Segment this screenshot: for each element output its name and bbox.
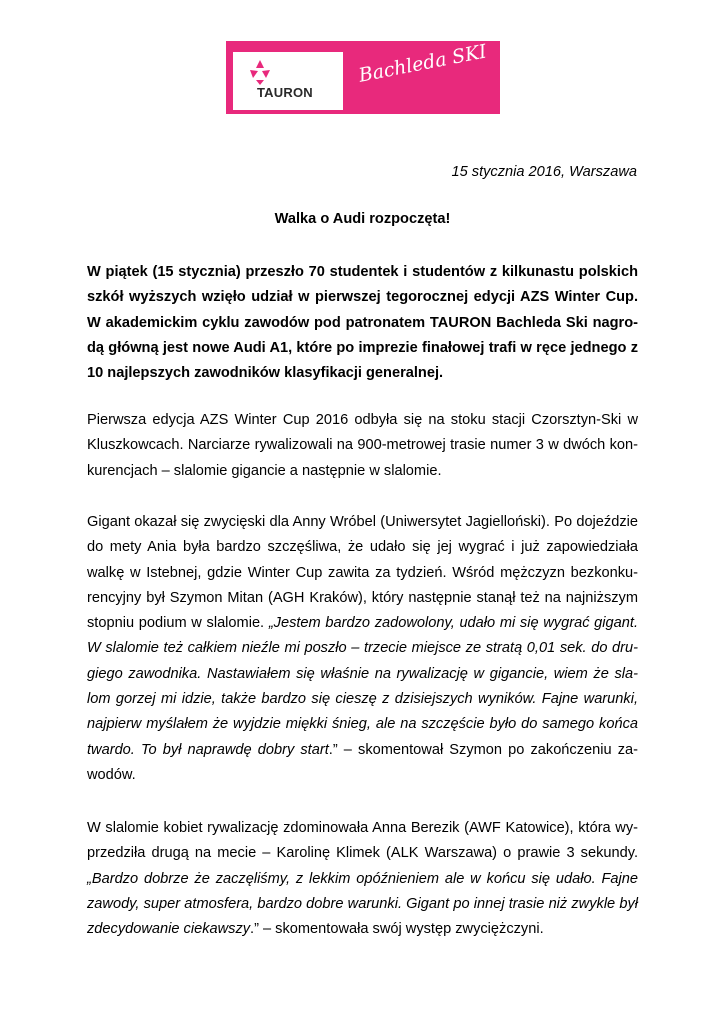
paragraph-line: kurencjach – slalomie gigancie a następnie w slalomie.	[87, 462, 442, 479]
paragraph-line	[87, 636, 638, 661]
paragraph-line	[87, 738, 638, 763]
paragraph-line: Kluszkowcach. Narciarze rywalizowali na 900-metrowej trasie numer 3 w dwóch kon-	[87, 437, 638, 454]
paragraph-text: stopniu podium w slalomie.	[87, 615, 269, 632]
lead-paragraph	[87, 260, 638, 386]
quote-text: „Bardzo dobrze że zaczęliśmy, z lekkim opóźnieniem ale w końcu się udało. Fajne	[87, 870, 638, 887]
sponsor-banner	[226, 41, 500, 114]
quote-text: W slalomie też całkiem nieźle mi poszło – trzecie miejsce ze stratą 0,01 sek. do dru-	[87, 640, 638, 657]
quote-text: giego zawodnika. Nastawiałem się właśnie na rywalizację w gigancie, wiem że sla-	[87, 665, 638, 682]
quote-text: twardo. To był naprawdę dobry start	[87, 741, 329, 758]
paragraph-1	[87, 408, 638, 484]
tauron-logo-icon	[246, 58, 274, 86]
lead-line: W akademickim cyklu zawodów pod patronatem TAURON Bachleda Ski nagro-	[87, 314, 638, 331]
paragraph-line	[87, 662, 638, 687]
lead-line: W piątek (15 stycznia) przeszło 70 studentek i studentów z kilkunastu polskich	[87, 264, 638, 280]
quote-text: lom gorzej mi idzie, także bardzo się cieszę z dzisiejszych wyników. Fajne warunki,	[87, 691, 638, 708]
lead-line: szkół wyższych wzięło udział w pierwszej tegorocznej edycji AZS Winter Cup.	[87, 289, 638, 306]
paragraph-line: W slalomie kobiet rywalizację zdominowała Anna Berezik (AWF Katowice), która wy-	[87, 820, 638, 836]
paragraph-line: walkę w Istebnej, gdzie Winter Cup zawita za tydzień. Wśród mężczyzn bezkonku-	[87, 564, 638, 581]
paragraph-3	[87, 816, 638, 942]
paragraph-line: Pierwsza edycja AZS Winter Cup 2016 odbyła się na stoku stacji Czorsztyn-Ski w	[87, 412, 638, 428]
tauron-logo	[233, 52, 343, 110]
paragraph-line	[87, 712, 638, 737]
lead-line: dą główną jest nowe Audi A1, które po imprezie finałowej trafi w ręce jednego z	[87, 339, 638, 356]
lead-line: 10 najlepszych zawodników klasyfikacji generalnej.	[87, 365, 444, 382]
paragraph-text: .” – skomentowała swój występ zwyciężczyni.	[250, 921, 544, 938]
quote-text: zdecydowanie ciekawszy	[87, 921, 251, 938]
paragraph-2	[87, 510, 638, 788]
paragraph-line	[87, 687, 638, 712]
paragraph-line	[87, 611, 638, 636]
paragraph-text: .” – skomentował Szymon po zakończeniu za-	[328, 741, 638, 758]
tauron-wordmark: TAURON	[257, 85, 313, 100]
paragraph-line: przedziła drugą na mecie – Karolinę Klimek (ALK Warszawa) o prawie 3 sekundy.	[87, 845, 638, 862]
paragraph-line	[87, 892, 638, 917]
quote-text: „Jestem bardzo zadowolony, udało mi się wygrać gigant.	[268, 615, 638, 632]
paragraph-line: do mety Ania była bardzo szczęśliwa, że udało się jej wygrać i już zapowiedziała	[87, 539, 638, 556]
quote-text: zawody, super atmosfera, bardzo dobre warunki. Gigant po innej trasie niż zwykle był	[87, 895, 638, 912]
paragraph-line	[87, 917, 638, 942]
paragraph-line	[87, 867, 638, 892]
paragraph-line: wodów.	[87, 766, 136, 783]
bachleda-ski-wordmark: Bachleda SKI	[356, 40, 489, 87]
date-place: 15 stycznia 2016, Warszawa	[451, 164, 637, 180]
paragraph-line: rencyjny był Szymon Mitan (AGH Kraków), który następnie stanął też na najniższym	[87, 589, 638, 606]
page-title: Walka o Audi rozpoczęta!	[274, 211, 451, 227]
paragraph-line: Gigant okazał się zwycięski dla Anny Wróbel (Uniwersytet Jagielloński). Po dojeździe	[87, 514, 638, 530]
quote-text: najpierw myślałem że wyjdzie miękki śnieg, ale na szczęście było do samego końca	[87, 716, 638, 733]
